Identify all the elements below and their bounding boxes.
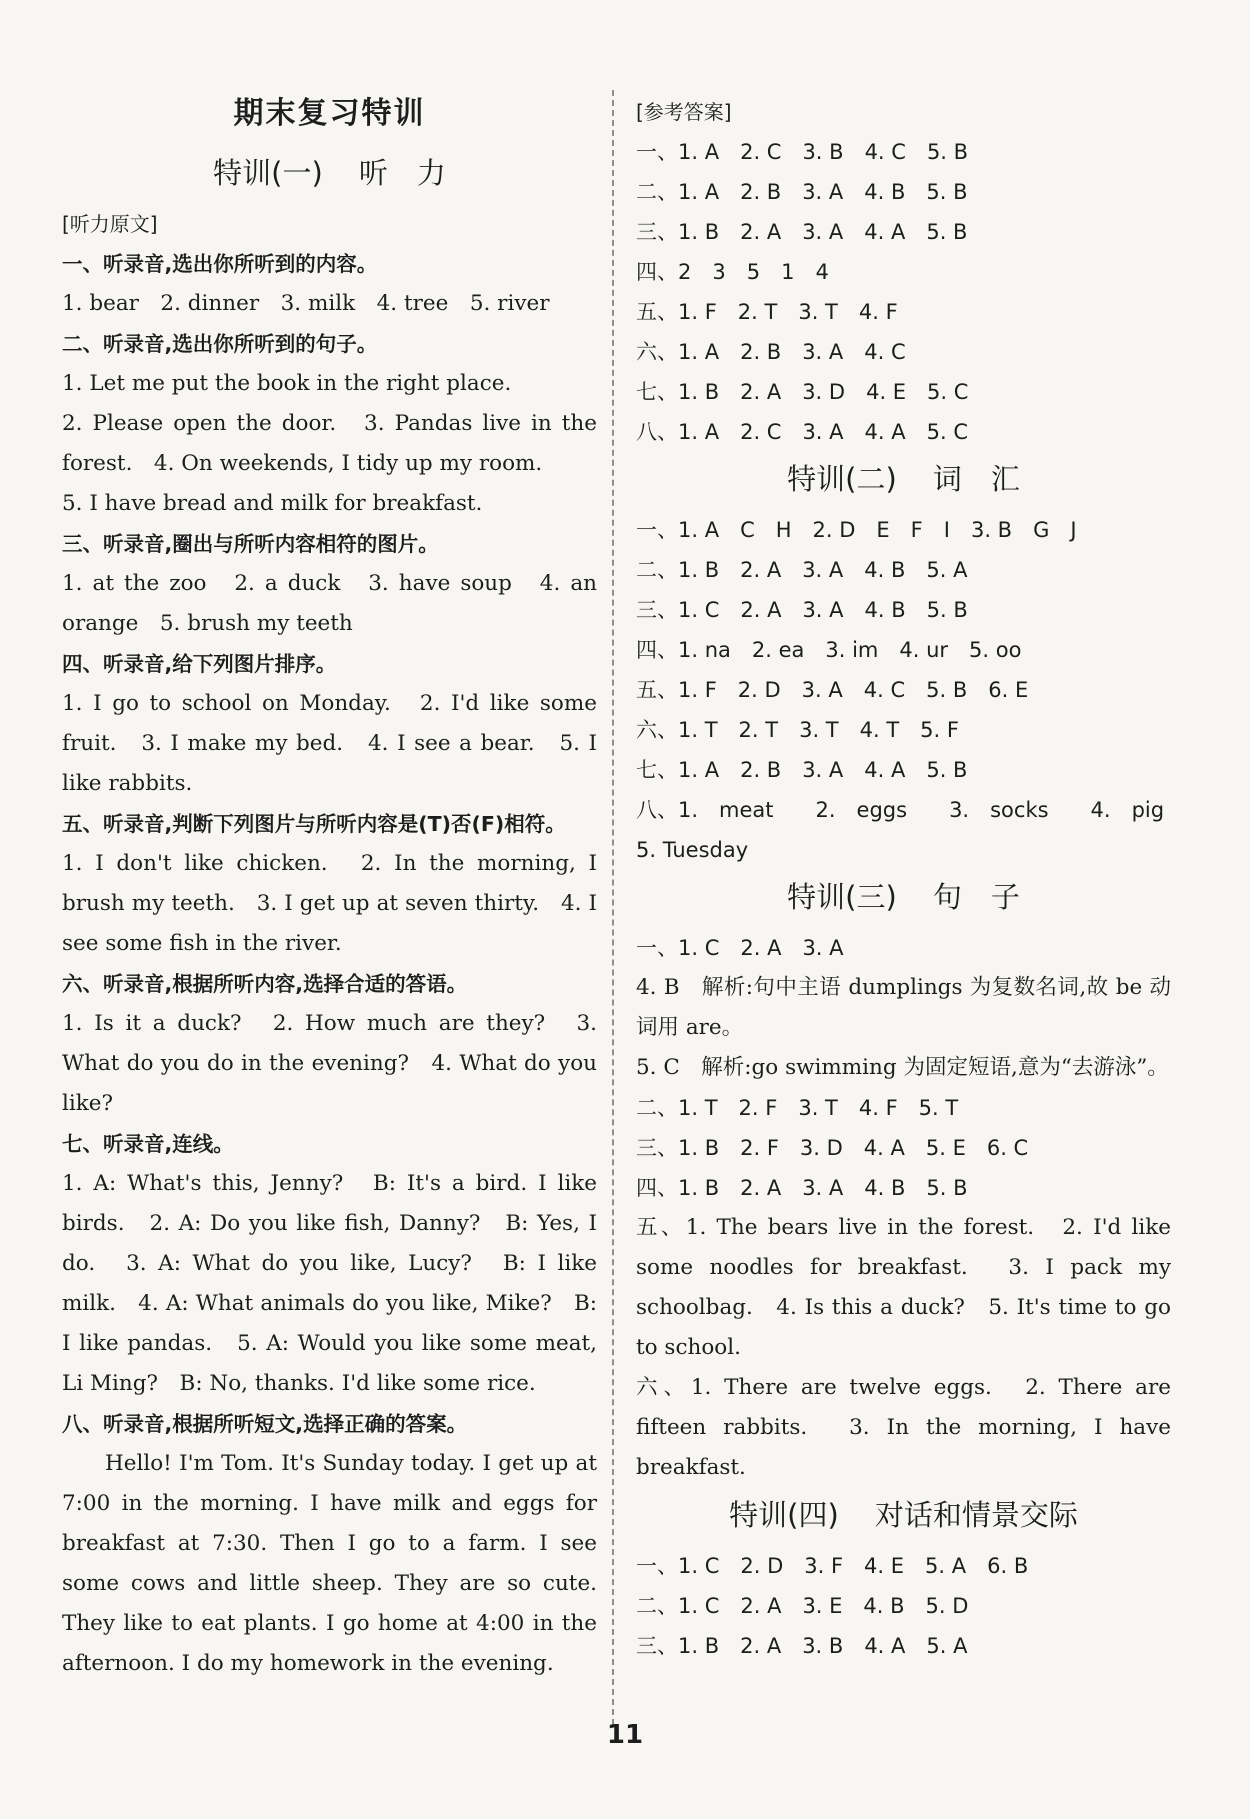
answer-line: 一、1. C 2. A 3. A: [636, 936, 844, 960]
answer-line: 一、1. A 2. C 3. B 4. C 5. B: [636, 140, 969, 164]
section-heading-label: 特训(一): [213, 156, 323, 190]
text-paragraph: 2. Please open the door. 3. Pandas live in the forest. 4. On weekends, I tidy up my room.: [62, 411, 597, 476]
passage-paragraph: Hello! I'm Tom. It's Sunday today. I get up at 7:00 in the morning. I have milk and eggs for breakfast at 7:30. Then I go to a farm. I see some cows and little sheep. They are so cute. They like to eat plants. I go home at 4:00 in the afternoon. I do my homework in the evening.: [62, 1451, 597, 1676]
text-paragraph: 1. Is it a duck? 2. How much are they? 3. What do you do in the evening? 4. What do you like?: [62, 1011, 597, 1116]
answer-line: 三、1. B 2. A 3. B 4. A 5. A: [636, 1634, 968, 1658]
section-heading-listening: [62, 150, 597, 196]
section-heading-topic: 听 力: [358, 156, 446, 190]
answer-line: 三、1. C 2. A 3. A 4. B 5. B: [636, 598, 968, 622]
answer-line: 八、1. A 2. C 3. A 4. A 5. C: [636, 420, 968, 444]
answer-line: 六、1. A 2. B 3. A 4. C: [636, 340, 906, 364]
text-paragraph: 五、1. The bears live in the forest. 2. I'd like some noodles for breakfast. 3. I pack my schoolbag. 4. Is this a duck? 5. It's time to go to school.: [636, 1215, 1171, 1360]
section-heading-topic: 词 汇: [932, 462, 1020, 496]
question-section-title: 六、听录音,根据所听内容,选择合适的答语。: [62, 972, 468, 996]
question-section-title: 一、听录音,选出你所听到的内容。: [62, 252, 378, 276]
section-heading: [636, 874, 1171, 920]
answer-line: 二、1. T 2. F 3. T 4. F 5. T: [636, 1096, 959, 1120]
question-section-title: 八、听录音,根据所听短文,选择正确的答案。: [62, 1412, 468, 1436]
text-paragraph: 六、1. There are twelve eggs. 2. There are fifteen rabbits. 3. In the morning, I have breakfast.: [636, 1375, 1171, 1480]
question-section-title: 五、听录音,判断下列图片与所听内容是(T)否(F)相符。: [62, 812, 566, 836]
text-paragraph: 1. bear 2. dinner 3. milk 4. tree 5. river: [62, 291, 550, 316]
text-paragraph: 5. C 解析:go swimming 为固定短语,意为“去游泳”。: [636, 1055, 1169, 1080]
text-paragraph: 4. B 解析:句中主语 dumplings 为复数名词,故 be 动词用 are。: [636, 975, 1171, 1040]
answer-line: 二、1. B 2. A 3. A 4. B 5. A: [636, 558, 968, 582]
text-paragraph: 1. A: What's this, Jenny? B: It's a bird. I like birds. 2. A: Do you like fish, Danny? B: Yes, I do. 3. A: What do you like, Lucy? B: I like milk. 4. A: What animals do you like, Mike? B: I like pandas. 5. A: Would you like some meat, Li Ming? B: No, thanks. I'd like some rice.: [62, 1171, 597, 1396]
answer-line: 四、2 3 5 1 4: [636, 260, 829, 284]
answer-line: 三、1. B 2. F 3. D 4. A 5. E 6. C: [636, 1136, 1029, 1160]
answer-line: 五、1. F 2. T 3. T 4. F: [636, 300, 898, 324]
answer-line: 四、1. B 2. A 3. A 4. B 5. B: [636, 1176, 968, 1200]
text-paragraph: 5. I have bread and milk for breakfast.: [62, 491, 483, 516]
question-section-title: 四、听录音,给下列图片排序。: [62, 652, 337, 676]
section-heading-label: 特训(四): [729, 1498, 839, 1532]
section-heading-label: 特训(二): [787, 462, 897, 496]
question-section-title: 七、听录音,连线。: [62, 1132, 234, 1156]
section-heading: [636, 456, 1171, 502]
left-column: [62, 92, 597, 1684]
section-heading: [636, 1492, 1171, 1538]
transcript-tag: [听力原文]: [62, 212, 158, 236]
answer-line: 四、1. na 2. ea 3. im 4. ur 5. oo: [636, 638, 1022, 662]
right-column: [636, 92, 1171, 1666]
section-heading-topic: 对话和情景交际: [874, 1498, 1078, 1532]
answer-key-body: [636, 132, 1171, 1666]
page-title: 期末复习特训: [233, 96, 426, 131]
answer-line: 5. Tuesday: [636, 838, 749, 862]
question-section-title: 二、听录音,选出你所听到的句子。: [62, 332, 378, 356]
column-divider: [612, 90, 614, 1725]
answer-line: 五、1. F 2. D 3. A 4. C 5. B 6. E: [636, 678, 1029, 702]
answer-line: 七、1. A 2. B 3. A 4. A 5. B: [636, 758, 968, 782]
section-heading-label: 特训(三): [787, 880, 897, 914]
answer-line: 一、1. C 2. D 3. F 4. E 5. A 6. B: [636, 1554, 1029, 1578]
answer-line: 二、1. A 2. B 3. A 4. B 5. B: [636, 180, 968, 204]
transcript-body: [62, 244, 597, 1684]
answer-line: 七、1. B 2. A 3. D 4. E 5. C: [636, 380, 969, 404]
text-paragraph: 1. I don't like chicken. 2. In the morning, I brush my teeth. 3. I get up at seven thirty. 4. I see some fish in the river.: [62, 851, 597, 956]
page-number: 11: [606, 1720, 644, 1750]
text-paragraph: 1. at the zoo 2. a duck 3. have soup 4. an orange 5. brush my teeth: [62, 571, 597, 636]
section-heading-topic: 句 子: [932, 880, 1020, 914]
answer-line: 二、1. C 2. A 3. E 4. B 5. D: [636, 1594, 969, 1618]
question-section-title: 三、听录音,圈出与所听内容相符的图片。: [62, 532, 439, 556]
answer-key-tag: [参考答案]: [636, 100, 732, 124]
text-paragraph: 1. I go to school on Monday. 2. I'd like some fruit. 3. I make my bed. 4. I see a bear. 5. I like rabbits.: [62, 691, 597, 796]
answer-line: 一、1. A C H 2. D E F I 3. B G J: [636, 518, 1077, 542]
answer-line: 八、1. meat 2. eggs 3. socks 4. pig: [636, 798, 1165, 822]
answer-line: 三、1. B 2. A 3. A 4. A 5. B: [636, 220, 968, 244]
answer-line: 六、1. T 2. T 3. T 4. T 5. F: [636, 718, 959, 742]
text-paragraph: 1. Let me put the book in the right place.: [62, 371, 512, 396]
